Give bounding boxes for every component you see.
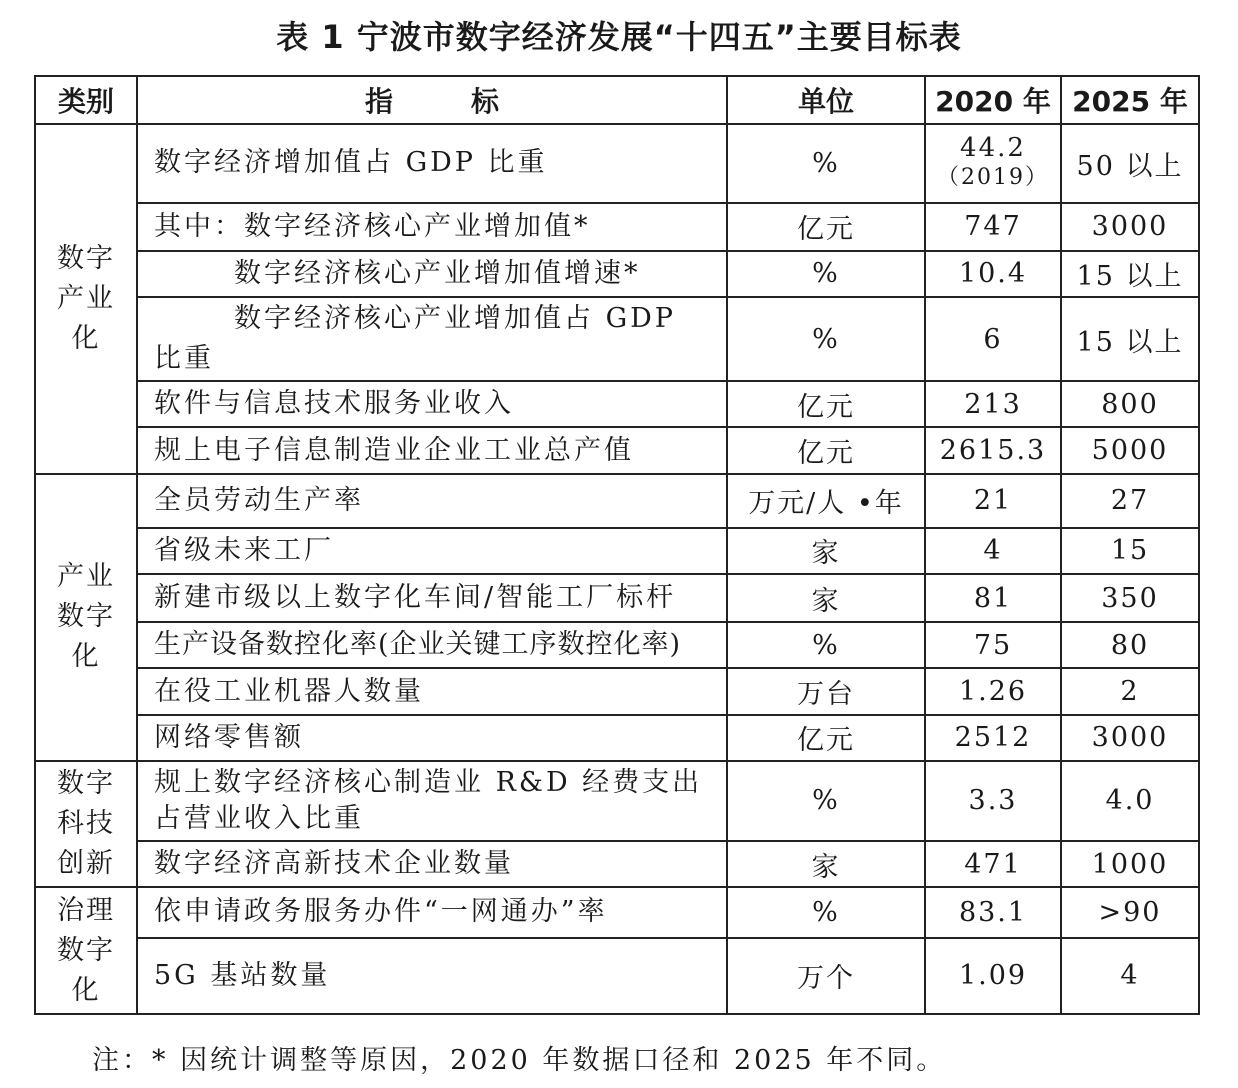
- value-2025-cell: 80: [1061, 622, 1199, 668]
- table-row: [35, 297, 1199, 381]
- value-2025-cell: 5000: [1061, 427, 1199, 473]
- header-indicator: 指 标: [137, 76, 727, 124]
- unit-cell: 家: [727, 528, 925, 574]
- value-2020-cell: 6: [925, 297, 1061, 381]
- value-2020-cell: 81: [925, 574, 1061, 622]
- value-2020-cell: 83.1: [925, 887, 1061, 937]
- unit-cell: %: [727, 761, 925, 841]
- table-row: [35, 887, 1199, 937]
- indicator-cell: 数字经济核心产业增加值增速*: [137, 251, 727, 297]
- unit-cell: 亿元: [727, 381, 925, 427]
- unit-cell: 家: [727, 574, 925, 622]
- table-row: [35, 203, 1199, 251]
- table-row: [35, 574, 1199, 622]
- value-2020-cell: 2512: [925, 715, 1061, 761]
- category-cell: 治理数字化: [35, 887, 137, 1014]
- table-row: [35, 528, 1199, 574]
- unit-cell: 亿元: [727, 715, 925, 761]
- header-category: 类别: [35, 76, 137, 124]
- value-2025-cell: 4: [1061, 938, 1199, 1014]
- value-2025-cell: 15 以上: [1061, 251, 1199, 297]
- category-cell: 产业数字化: [35, 474, 137, 761]
- indicator-cell: 全员劳动生产率: [137, 474, 727, 528]
- value-2025-cell: 50 以上: [1061, 124, 1199, 202]
- value-2025-cell: 3000: [1061, 715, 1199, 761]
- value-2025-cell: >90: [1061, 887, 1199, 937]
- unit-cell: 万元/人 •年: [727, 474, 925, 528]
- category-cell: 数字科技创新: [35, 761, 137, 888]
- header-unit: 单位: [727, 76, 925, 124]
- value-2025-cell: 4.0: [1061, 761, 1199, 841]
- header-2020: 2020 年: [925, 76, 1061, 124]
- indicator-cell: 其中：数字经济核心产业增加值*: [137, 203, 727, 251]
- indicator-cell: 网络零售额: [137, 715, 727, 761]
- table-row: [35, 761, 1199, 841]
- unit-cell: 家: [727, 841, 925, 887]
- table-row: [35, 474, 1199, 528]
- indicator-cell: 在役工业机器人数量: [137, 668, 727, 714]
- table-row: [35, 427, 1199, 473]
- indicator-cell: 依申请政务服务办件“一网通办”率: [137, 887, 727, 937]
- indicator-cell: 数字经济高新技术企业数量: [137, 841, 727, 887]
- value-2020-note: （2019）: [937, 165, 1049, 191]
- value-2020-cell: [925, 124, 1061, 202]
- value-2020-cell: 471: [925, 841, 1061, 887]
- indicator-cell: 规上电子信息制造业企业工业总产值: [137, 427, 727, 473]
- category-cell: 数字产业化: [35, 124, 137, 473]
- unit-cell: 万台: [727, 668, 925, 714]
- header-row: [35, 76, 1199, 124]
- unit-cell: %: [727, 124, 925, 202]
- table-row: [35, 938, 1199, 1014]
- unit-cell: %: [727, 297, 925, 381]
- footnote: 注：* 因统计调整等原因，2020 年数据口径和 2025 年不同。: [92, 1045, 947, 1076]
- table-row: [35, 124, 1199, 202]
- value-2025-cell: 3000: [1061, 203, 1199, 251]
- indicator-cell: 数字经济核心产业增加值占 GDP 比重: [137, 297, 727, 381]
- table-title: 表 1 宁波市数字经济发展“十四五”主要目标表: [276, 18, 962, 56]
- value-2020-cell: 4: [925, 528, 1061, 574]
- unit-cell: %: [727, 887, 925, 937]
- table-row: [35, 251, 1199, 297]
- targets-table: [34, 75, 1200, 1015]
- table-row: [35, 841, 1199, 887]
- value-2025-cell: 800: [1061, 381, 1199, 427]
- value-2020-cell: 1.09: [925, 938, 1061, 1014]
- value-2025-cell: 15: [1061, 528, 1199, 574]
- value-2025-cell: 15 以上: [1061, 297, 1199, 381]
- value-2020: 44.2: [960, 133, 1026, 164]
- table-row: [35, 715, 1199, 761]
- indicator-cell: 生产设备数控化率(企业关键工序数控化率): [137, 622, 727, 668]
- unit-cell: 万个: [727, 938, 925, 1014]
- value-2020-cell: 75: [925, 622, 1061, 668]
- value-2020-cell: 21: [925, 474, 1061, 528]
- value-2020-cell: 747: [925, 203, 1061, 251]
- indicator-cell: 规上数字经济核心制造业 R&D 经费支出占营业收入比重: [137, 761, 727, 841]
- unit-cell: 亿元: [727, 427, 925, 473]
- value-2025-cell: 350: [1061, 574, 1199, 622]
- unit-cell: %: [727, 251, 925, 297]
- value-2020-cell: 3.3: [925, 761, 1061, 841]
- table-row: [35, 622, 1199, 668]
- value-2020-cell: 2615.3: [925, 427, 1061, 473]
- unit-cell: %: [727, 622, 925, 668]
- header-2025: 2025 年: [1061, 76, 1199, 124]
- value-2025-cell: 1000: [1061, 841, 1199, 887]
- value-2025-cell: 2: [1061, 668, 1199, 714]
- value-2025-cell: 27: [1061, 474, 1199, 528]
- indicator-cell: 软件与信息技术服务业收入: [137, 381, 727, 427]
- table-row: [35, 381, 1199, 427]
- indicator-cell: 数字经济增加值占 GDP 比重: [137, 124, 727, 202]
- value-2020-cell: 213: [925, 381, 1061, 427]
- indicator-cell: 省级未来工厂: [137, 528, 727, 574]
- unit-cell: 亿元: [727, 203, 925, 251]
- indicator-cell: 新建市级以上数字化车间/智能工厂标杆: [137, 574, 727, 622]
- value-2020-cell: 1.26: [925, 668, 1061, 714]
- indicator-cell: 5G 基站数量: [137, 938, 727, 1014]
- value-2020-cell: 10.4: [925, 251, 1061, 297]
- table-row: [35, 668, 1199, 714]
